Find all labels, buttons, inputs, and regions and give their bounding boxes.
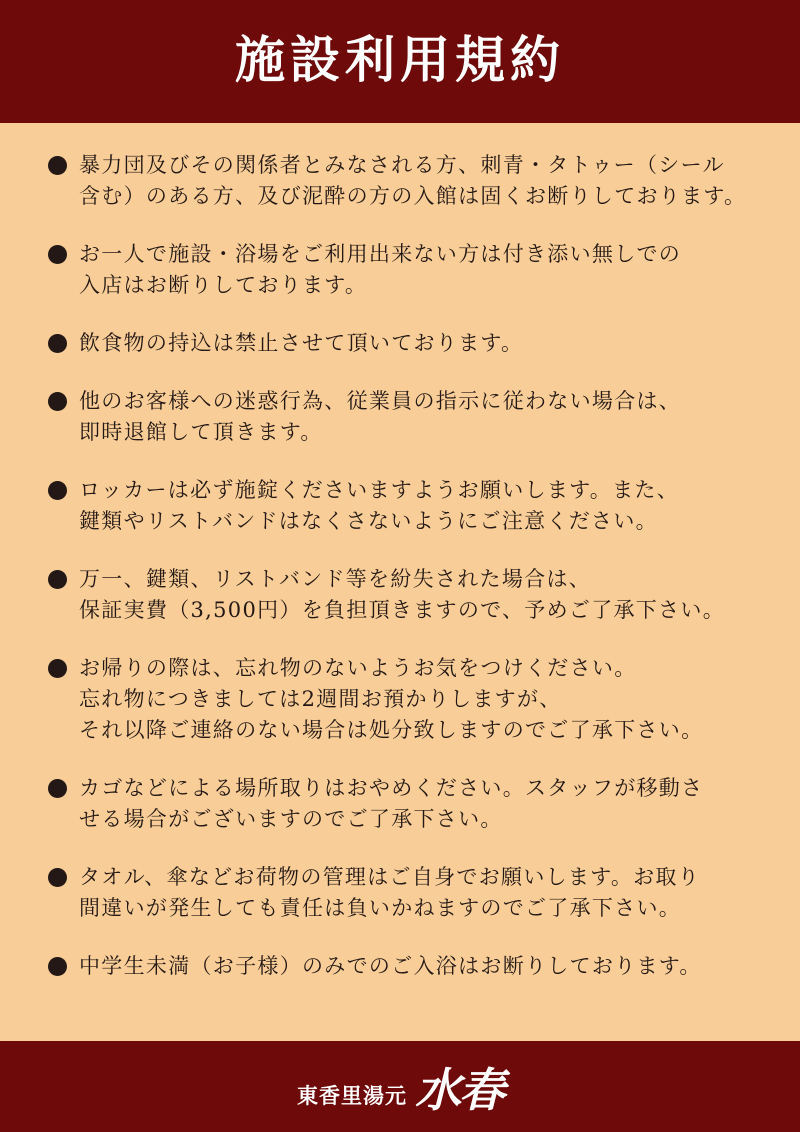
bullet-icon [48, 245, 67, 264]
rule-line: 忘れ物につきましては2週間お預かりしますが、 [79, 687, 562, 711]
list-item [48, 150, 778, 212]
bullet-icon [48, 570, 67, 589]
rule-line: 鍵類やリストバンドはなくさないようにご注意ください。 [79, 509, 658, 533]
rule-line: 万一、鍵類、リストバンド等を紛失された場合は、 [79, 567, 592, 591]
bullet-icon [48, 481, 67, 500]
list-item [48, 773, 778, 835]
footer-banner [0, 1041, 800, 1132]
rule-line: 暴力団及びその関係者とみなされる方、刺青・タトゥー（シール [79, 153, 725, 177]
bullet-icon [48, 868, 67, 887]
rule-line: それ以降ご連絡のない場合は処分致しますのでご了承下さい。 [79, 718, 704, 742]
bullet-icon [48, 659, 67, 678]
bullet-icon [48, 392, 67, 411]
bullet-icon [48, 334, 67, 353]
rules-list [48, 150, 778, 1009]
bullet-icon [48, 156, 67, 175]
logo-subtitle: 東香里湯元 [297, 1082, 407, 1108]
list-item [48, 862, 778, 924]
rule-line: 入店はお断りしております。 [79, 273, 368, 297]
rule-line: 含む）のある方、及び泥酔の方の入館は固くお断りしております。 [79, 184, 747, 208]
header-banner [0, 0, 800, 123]
list-item [48, 386, 778, 448]
rule-line: ロッカーは必ず施錠くださいますようお願いします。また、 [79, 478, 679, 502]
list-item [48, 328, 778, 359]
bullet-icon [48, 779, 67, 798]
rule-line: 即時退館して頂きます。 [79, 420, 323, 444]
rule-line: タオル、傘などお荷物の管理はご自身でお願いします。お取り [79, 865, 701, 889]
rule-line: 他のお客様への迷惑行為、従業員の指示に従わない場合は、 [79, 389, 682, 413]
bullet-icon [48, 957, 67, 976]
list-item [48, 564, 778, 626]
list-item [48, 951, 778, 982]
rule-line: 飲食物の持込は禁止させて頂いております。 [79, 331, 524, 355]
rule-line: お一人で施設・浴場をご利用出来ない方は付き添い無しでの [79, 242, 682, 266]
brand-logo [297, 1054, 503, 1120]
rule-line: カゴなどによる場所取りはおやめください。スタッフが移動さ [79, 776, 704, 800]
rule-line: せる場合がございますのでご了承下さい。 [79, 807, 503, 831]
logo-name: 水春 [415, 1062, 503, 1117]
list-item [48, 239, 778, 301]
rule-line: 保証実費（3,500円）を負担頂きますので、予めご了承下さい。 [79, 598, 725, 622]
rule-line: お帰りの際は、忘れ物のないようお気をつけください。 [79, 656, 637, 680]
list-item [48, 475, 778, 537]
list-item [48, 653, 778, 746]
rule-line: 中学生未満（お子様）のみでのご入浴はお断りしております。 [79, 954, 702, 978]
rule-line: 間違いが発生しても責任は負いかねますのでご了承下さい。 [79, 896, 682, 920]
page-title: 施設利用規約 [235, 29, 565, 89]
